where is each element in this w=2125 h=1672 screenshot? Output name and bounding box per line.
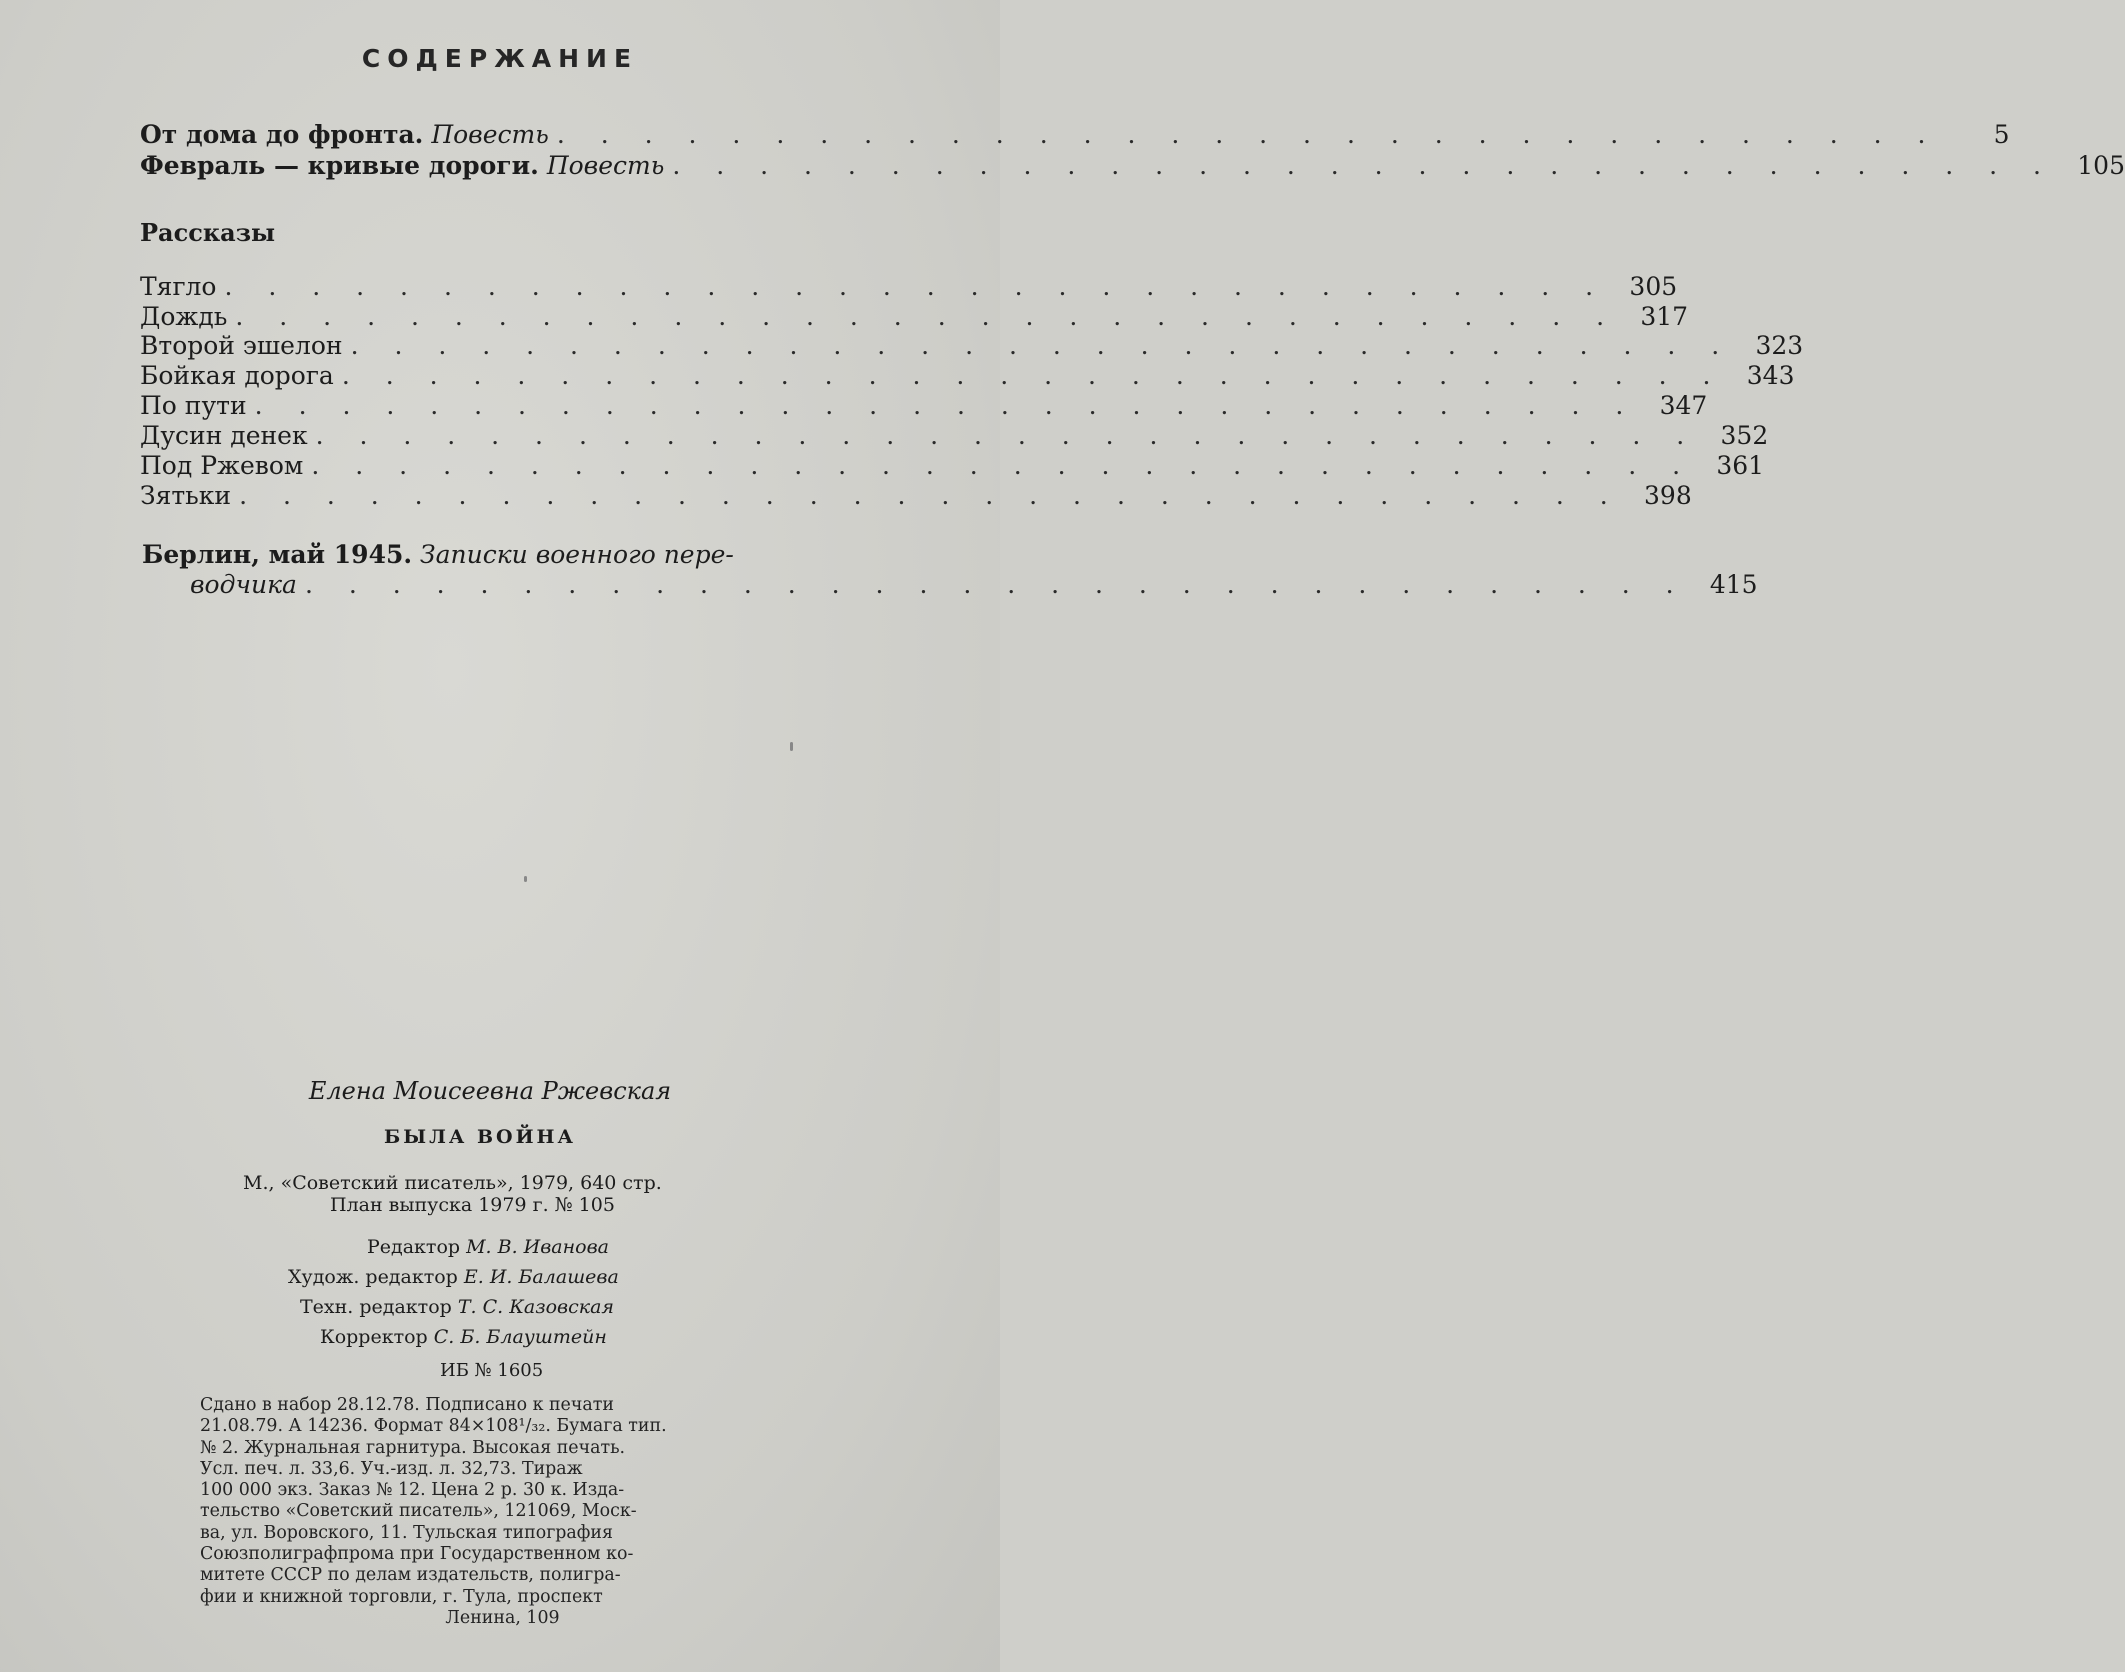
leader-dots: . . . . . . . . . . . . . . . . . . . . . . . . . . . . . . . . [311, 451, 1695, 480]
paper-speck [524, 876, 527, 882]
imprint-line: фии и книжной торговли, г. Тула, проспект [200, 1586, 603, 1607]
toc-entry [140, 151, 2125, 183]
toc-entry [140, 302, 1689, 334]
toc-entry-page: 5 [1993, 120, 2010, 149]
imprint-line: тельство «Советский писатель», 121069, Моск- [200, 1501, 637, 1522]
publication-line: М., «Советский писатель», 1979, 640 стр. [243, 1172, 662, 1194]
ib-number: ИБ № 1605 [440, 1360, 544, 1381]
toc-entry-title: Тягло [140, 272, 217, 301]
imprint-block [200, 1395, 805, 1629]
imprint-line: Союзполиграфпрома при Государственном ко- [200, 1544, 634, 1565]
leader-dots: . . . . . . . . . . . . . . . . . . . . . . . . . . . . . . . . [239, 481, 1622, 510]
toc-entry [140, 331, 1804, 363]
imprint-line: Усл. печ. л. 33,6. Уч.-изд. л. 32,73. Тираж [200, 1458, 583, 1479]
leader-dots: . . . . . . . . . . . . . . . . . . . . . . . . . . . . . . . . [672, 151, 2055, 180]
toc-entry [140, 451, 1765, 483]
imprint-line: ва, ул. Воровского, 11. Тульская типография [200, 1522, 613, 1543]
toc-entry-page: 305 [1629, 272, 1678, 301]
toc-entry-berlin [142, 540, 734, 569]
toc-entry-subtitle: Записки военного пере- [420, 540, 734, 569]
toc-entry-page: 415 [1709, 570, 1758, 599]
paper-speck [790, 742, 793, 751]
toc-entry-genre: Повесть [431, 120, 549, 149]
toc-entry-title: Зятьки [140, 481, 232, 510]
leader-dots: . . . . . . . . . . . . . . . . . . . . . . . . . . . . . . . . [235, 302, 1619, 331]
toc-entry [140, 391, 1708, 423]
toc-entry-page: 352 [1720, 421, 1769, 450]
toc-entry-title: Под Ржевом [140, 451, 304, 480]
staff-editor: Редактор М. В. Иванова [367, 1236, 609, 1258]
toc-entry-title: Второй эшелон [140, 331, 343, 360]
imprint-last-line: Ленина, 109 [445, 1607, 560, 1628]
toc-entry-subtitle-cont: водчика [190, 570, 297, 599]
leader-dots: . . . . . . . . . . . . . . . . . . . . . . . . . . . . . . . . [254, 391, 1638, 420]
plan-line: План выпуска 1979 г. № 105 [330, 1194, 615, 1216]
toc-entry-page: 398 [1644, 481, 1692, 510]
toc-entry-title: Дусин денек [140, 421, 308, 450]
staff-tech-editor: Техн. редактор Т. С. Казовская [300, 1296, 614, 1318]
toc-entry [140, 421, 1769, 453]
toc-entry-berlin-cont [190, 570, 1758, 602]
leader-dots: . . . . . . . . . . . . . . . . . . . . . . . . . . . . . . . . [350, 331, 1734, 360]
leader-dots: . . . . . . . . . . . . . . . . . . . . . . . . . . . . . . . . [315, 421, 1699, 450]
imprint-line: № 2. Журнальная гарнитура. Высокая печать. [200, 1437, 626, 1458]
toc-entry-page: 105 [2077, 151, 2125, 180]
staff-art-editor: Худож. редактор Е. И. Балашева [288, 1266, 619, 1288]
staff-proofreader: Корректор С. Б. Блауштейн [320, 1326, 607, 1348]
toc-entry-title: Берлин, май 1945. [142, 540, 413, 569]
book-title: БЫЛА ВОЙНА [384, 1126, 576, 1148]
leader-dots: . . . . . . . . . . . . . . . . . . . . . . . . . . . . . . . . [341, 361, 1725, 390]
toc-entry [140, 361, 1795, 393]
toc-entry-title: Дождь [140, 302, 228, 331]
stories-heading: Рассказы [140, 218, 276, 247]
imprint-line: митете СССР по делам издательств, полигра- [200, 1565, 621, 1586]
imprint-line: 100 000 экз. Заказ № 12. Цена 2 р. 30 к. Изда- [200, 1480, 625, 1501]
toc-entry-page: 343 [1746, 361, 1795, 390]
toc-entry-title: Бойкая дорога [140, 361, 334, 390]
leader-dots: . . . . . . . . . . . . . . . . . . . . . . . . . . . . . . . . [224, 272, 1608, 301]
imprint-line: Сдано в набор 28.12.78. Подписано к печати [200, 1395, 614, 1415]
toc-entry [140, 272, 1678, 304]
toc-entry [140, 120, 2010, 152]
toc-entry [140, 481, 1692, 513]
toc-entry-title: По пути [140, 391, 247, 420]
toc-entry-title: От дома до фронта. [140, 120, 424, 149]
toc-entry-genre: Повесть [546, 151, 665, 180]
author-name: Елена Моисеевна Ржевская [308, 1077, 672, 1105]
toc-entry-title: Февраль — кривые дороги. [140, 151, 539, 180]
toc-entry-page: 361 [1716, 451, 1765, 480]
contents-heading: СОДЕРЖАНИЕ [361, 44, 639, 73]
leader-dots: . . . . . . . . . . . . . . . . . . . . . . . . . . . . . . . . [304, 570, 1688, 599]
imprint-line: 21.08.79. А 14236. Формат 84×108¹/₃₂. Бумага тип. [200, 1416, 667, 1437]
toc-entry-page: 317 [1640, 302, 1689, 331]
toc-entry-page: 323 [1755, 331, 1804, 360]
leader-dots: . . . . . . . . . . . . . . . . . . . . . . . . . . . . . . . . [556, 120, 1940, 149]
toc-entry-page: 347 [1659, 391, 1708, 420]
